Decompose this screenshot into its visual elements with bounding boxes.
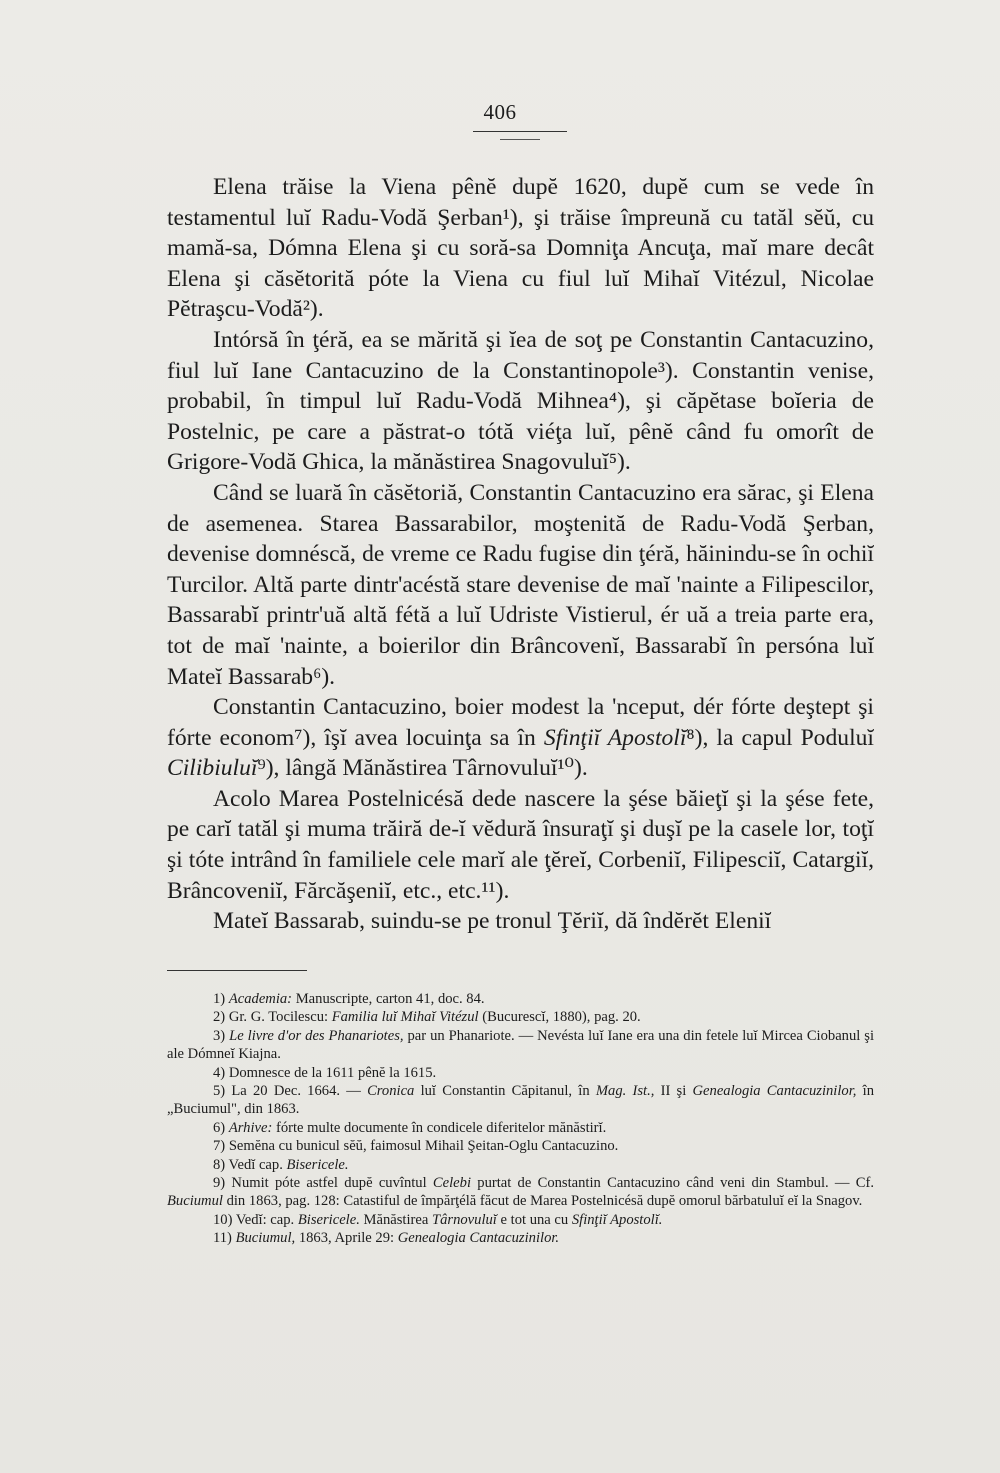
footnote-text: Domnesce de la 1611 pênĕ la 1615. xyxy=(225,1064,437,1081)
footnote-italic: Cronica xyxy=(367,1083,415,1100)
footnote-number: 1) xyxy=(213,991,226,1007)
footnote-text: Manuscripte, carton 41, doc. 84. xyxy=(292,991,485,1007)
footnote-text: din 1863, pag. 128: Catastiful de împărţélă făcut de Marea Postelnicésă dupĕ omorul bărbatuluĭ eĭ la Snagov. xyxy=(222,1193,863,1210)
footnote-italic: Buciumul, xyxy=(235,1230,296,1247)
footnote-1 xyxy=(167,990,874,1008)
paragraph-4 xyxy=(167,692,874,784)
paragraph-4-italic-2: Cilibiuluĭ xyxy=(167,755,258,782)
footnote-3 xyxy=(167,1027,874,1064)
footnote-6 xyxy=(167,1119,874,1137)
footnote-divider xyxy=(167,970,307,971)
footnote-text: în „Buciumul", din 1863. xyxy=(167,1083,874,1118)
footnote-italic: Celebi xyxy=(432,1175,472,1192)
footnote-text: fórte multe documente în condicele diferitelor mănăstirĭ. xyxy=(272,1119,607,1136)
footnote-text: Mănăstirea xyxy=(359,1211,432,1228)
footnote-11 xyxy=(167,1229,874,1247)
page-number: 406 xyxy=(483,100,517,124)
footnote-number: 7) xyxy=(213,1138,226,1155)
footnote-text: La 20 Dec. 1664. — xyxy=(225,1083,368,1100)
footnote-8 xyxy=(167,1156,874,1174)
footnote-5 xyxy=(167,1082,874,1119)
paragraph-3: Când se luară în căsĕtoriă, Constantin Cantacuzino era sărac, şi Elena de asemenea. Starea Bassarabilor, moştenită de Radu-Vodă Şerban, devenise domnéscă, de vreme ce Radu fugise din ţéră, hăinindu-se în ochiĭ Turcilor. Altă parte dintr'acéstă stare devenise de maĭ 'nainte a Filipescilor, Bassarabĭ printr'uă altă fétă a luĭ Udriste Vistierul, ér uă a treia parte era, tot de maĭ 'nainte, a boierilor din Brâncovenĭ, Bassarabĭ în persóna luĭ Mateĭ Bassarab⁶). xyxy=(167,479,874,690)
paragraph-4-text: Constantin Cantacuzino, boier modest la 'nceput, dér fórte deştept şi fórte econom⁷), îşĭ avea locuinţa sa în xyxy=(167,694,874,751)
footnote-italic: Academia: xyxy=(228,991,293,1007)
paragraph-5: Acolo Marea Postelnicésă dede nascere la şése băieţĭ şi la şése fete, pe carĭ tatăl şi muma trăiră de-ĭ vĕdură însuraţĭ şi duşĭ pe la casele lor, toţĭ şi tóte intrând în familiele cele marĭ ale ţĕreĭ, Corbeniĭ, Filipesciĭ, Catargiĭ, Brâncoveniĭ, Fărcăşeniĭ, etc., etc.¹¹). xyxy=(167,785,874,904)
footnote-9 xyxy=(167,1174,874,1211)
footnote-4 xyxy=(167,1064,874,1082)
footnote-10 xyxy=(167,1211,874,1229)
footnote-text: Vedĭ: cap. xyxy=(232,1211,298,1228)
footnote-text: Numit póte astfel dupĕ cuvîntul xyxy=(225,1175,433,1192)
footnote-text: par un Phanariote. — Nevésta luĭ Iane era una din fetele luĭ Mircea Ciobanul şi ale Dómneĭ Kiajna. xyxy=(167,1027,875,1063)
footnote-number: 10) xyxy=(213,1211,233,1228)
footnote-number: 3) xyxy=(213,1027,226,1044)
footnote-italic: Sfinţiĭ Apostolĭ. xyxy=(571,1211,663,1228)
footnote-number: 5) xyxy=(213,1083,226,1100)
footnote-italic: Genealogia Cantacuzinilor. xyxy=(397,1230,560,1247)
footnote-number: 6) xyxy=(213,1119,226,1136)
footnote-italic: Le livre d'or des Phanariotes, xyxy=(229,1027,404,1044)
footnote-italic: Familia luĭ Mihaĭ Vitézul xyxy=(331,1009,479,1026)
paragraph-4-italic-1: Sfinţiĭ Apostolĭ xyxy=(543,724,687,751)
footnote-text: Gr. G. Tocilescu: xyxy=(225,1009,332,1026)
footnote-number: 8) xyxy=(213,1156,226,1173)
footnote-text: purtat de Constantin Cantacuzino când veni din Stambul. — Cf. xyxy=(471,1175,874,1192)
footnote-7 xyxy=(167,1137,874,1155)
footnote-italic: Arhive: xyxy=(228,1119,273,1136)
main-text xyxy=(167,172,874,937)
footnote-italic: Bisericele. xyxy=(286,1156,349,1173)
paragraph-6: Mateĭ Bassarab, suindu-se pe tronul Ţĕriĭ, dă îndĕrĕt Eleniĭ xyxy=(213,908,772,935)
footnote-text: Semĕna cu bunicul sĕŭ, faimosul Mihail Şeitan-Oglu Cantacuzino. xyxy=(225,1138,619,1155)
footnote-italic: Bisericele. xyxy=(297,1211,360,1228)
paragraph-4-text: ⁸), la capul Poduluĭ xyxy=(686,724,874,751)
footnote-text: 1863, Aprile 29: xyxy=(295,1230,398,1247)
footnote-number: 11) xyxy=(213,1230,232,1247)
page-number-rule-short xyxy=(500,139,540,140)
footnote-text: luĭ Constantin Căpitanul, în xyxy=(414,1083,596,1100)
footnote-italic: Genealogia Cantacuzinilor, xyxy=(692,1083,857,1100)
page-number-rule xyxy=(473,131,567,132)
footnote-italic: Buciumul xyxy=(167,1193,223,1210)
footnote-number: 4) xyxy=(213,1064,226,1081)
paragraph-4-text: ⁹), lângă Mănăstirea Târnovuluĭ¹⁰). xyxy=(257,755,588,782)
footnote-text: II şi xyxy=(654,1083,693,1100)
footnotes xyxy=(167,990,874,1248)
paragraph-1: Elena trăise la Viena pênĕ dupĕ 1620, dupĕ cum se vede în testamentul luĭ Radu-Vodă Şerban¹), şi trăise împreună cu tatăl sĕŭ, cu mamă-sa, Dómna Elena şi cu soră-sa Domniţa Ancuţa, maĭ mare decât Elena şi căsĕtorită póte la Viena cu fiul luĭ Mihaĭ Vitézul, Nicolae Pĕtraşcu-Vodă²). xyxy=(167,174,874,323)
footnote-italic: Mag. Ist., xyxy=(595,1083,655,1100)
paragraph-2: Intórsă în ţéră, ea se mărită şi ĭea de soţ pe Constantin Cantacuzino, fiul luĭ Iane Cantacuzino de la Constantinopole³). Constantin venise, probabil, în timpul luĭ Radu-Vodă Mihnea⁴), şi căpĕtase boĭeria de Postelnic, pe care a păstrat-o tótă viéţa luĭ, pênĕ când fu omorît de Grigore-Vodă Ghica, la mănăstirea Snagovuluĭ⁵). xyxy=(167,326,874,476)
footnote-italic: Târnovuluĭ xyxy=(432,1211,497,1228)
footnote-number: 9) xyxy=(213,1175,226,1192)
footnote-number: 2) xyxy=(213,1009,226,1026)
footnote-2 xyxy=(167,1008,874,1026)
footnote-text: e tot una cu xyxy=(496,1211,572,1228)
footnote-text: (Bucurescĭ, 1880), pag. 20. xyxy=(478,1009,641,1026)
footnote-text: Vedĭ cap. xyxy=(225,1156,287,1173)
